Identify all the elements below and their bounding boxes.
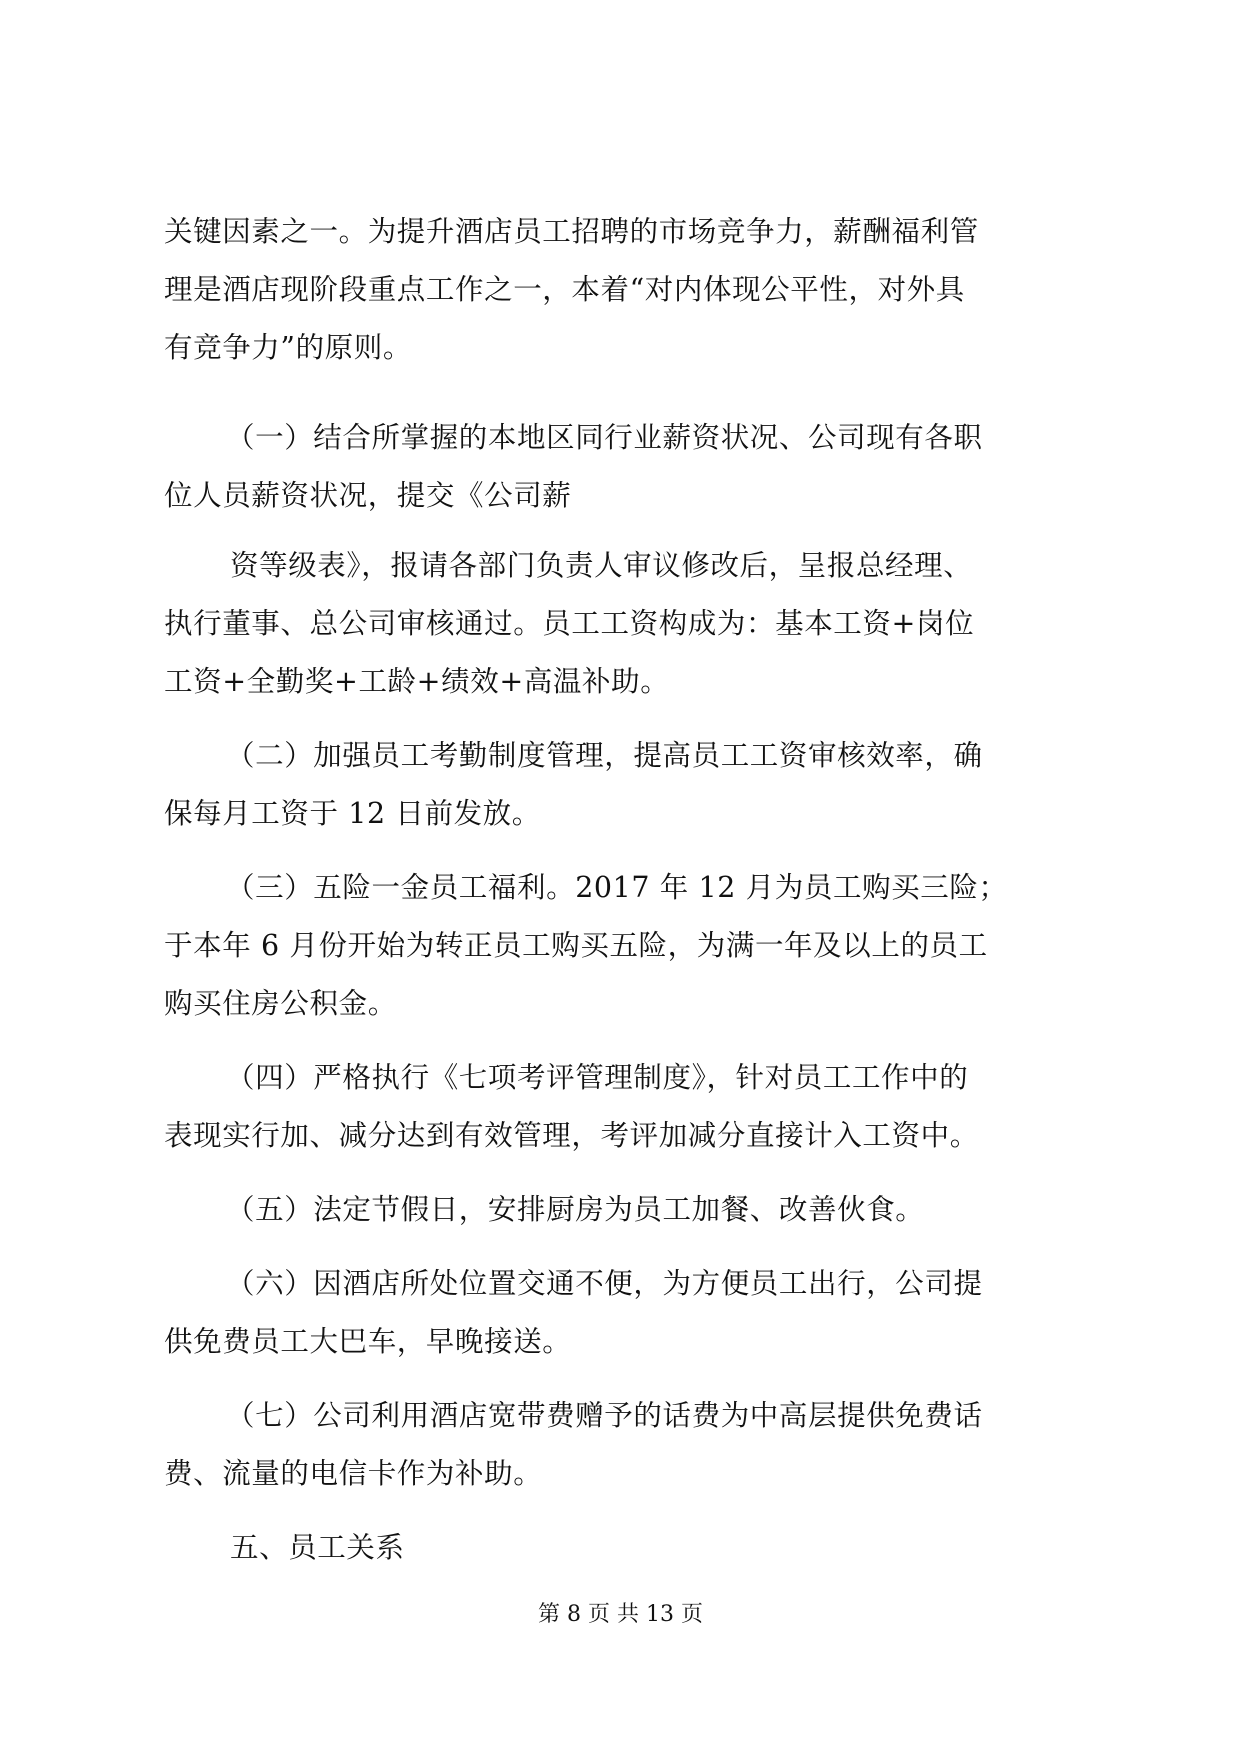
text-line: 于本年 6 月份开始为转正员工购买五险，为满一年及以上的员工 xyxy=(164,929,988,962)
text-line: 费、流量的电信卡作为补助。 xyxy=(164,1457,543,1490)
text-line: 表现实行加、减分达到有效管理，考评加减分直接计入工资中。 xyxy=(164,1119,979,1152)
text-line: 资等级表》，报请各部门负责人审议修改后，呈报总经理、 xyxy=(230,549,973,582)
paragraph-item-5: （五）法定节假日，安排厨房为员工加餐、改善伙食。 xyxy=(226,1193,925,1226)
paragraph-item-7: （七）公司利用酒店宽带费赠予的话费为中高层提供免费话 xyxy=(226,1399,983,1432)
text-line: 关键因素之一。为提升酒店员工招聘的市场竞争力，薪酬福利管 xyxy=(164,215,979,248)
paragraph-item-6: （六）因酒店所处位置交通不便，为方便员工出行，公司提 xyxy=(226,1267,983,1300)
section-heading: 五、员工关系 xyxy=(230,1531,405,1564)
text-line: 供免费员工大巴车，早晚接送。 xyxy=(164,1325,572,1358)
text-line: 有竞争力”的原则。 xyxy=(164,331,412,364)
paragraph-item-3: （三）五险一金员工福利。2017 年 12 月为员工购买三险； xyxy=(226,871,1008,904)
paragraph-item-2: （二）加强员工考勤制度管理，提高员工工资审核效率，确 xyxy=(226,739,983,772)
text-line: 工资+全勤奖+工龄+绩效+高温补助。 xyxy=(164,665,670,698)
text-line: 保每月工资于 12 日前发放。 xyxy=(164,797,541,830)
page-footer: 第 8 页 共 13 页 xyxy=(538,1602,703,1627)
paragraph-item-4: （四）严格执行《七项考评管理制度》，针对员工工作中的 xyxy=(226,1061,969,1094)
text-line: 购买住房公积金。 xyxy=(164,987,397,1020)
paragraph-item-1: （一）结合所掌握的本地区同行业薪资状况、公司现有各职 xyxy=(226,421,983,454)
text-line: 执行董事、总公司审核通过。员工工资构成为：基本工资+岗位 xyxy=(164,607,975,640)
text-line: 位人员薪资状况，提交《公司薪 xyxy=(164,479,572,512)
text-line: 理是酒店现阶段重点工作之一，本着“对内体现公平性，对外具 xyxy=(164,273,965,306)
